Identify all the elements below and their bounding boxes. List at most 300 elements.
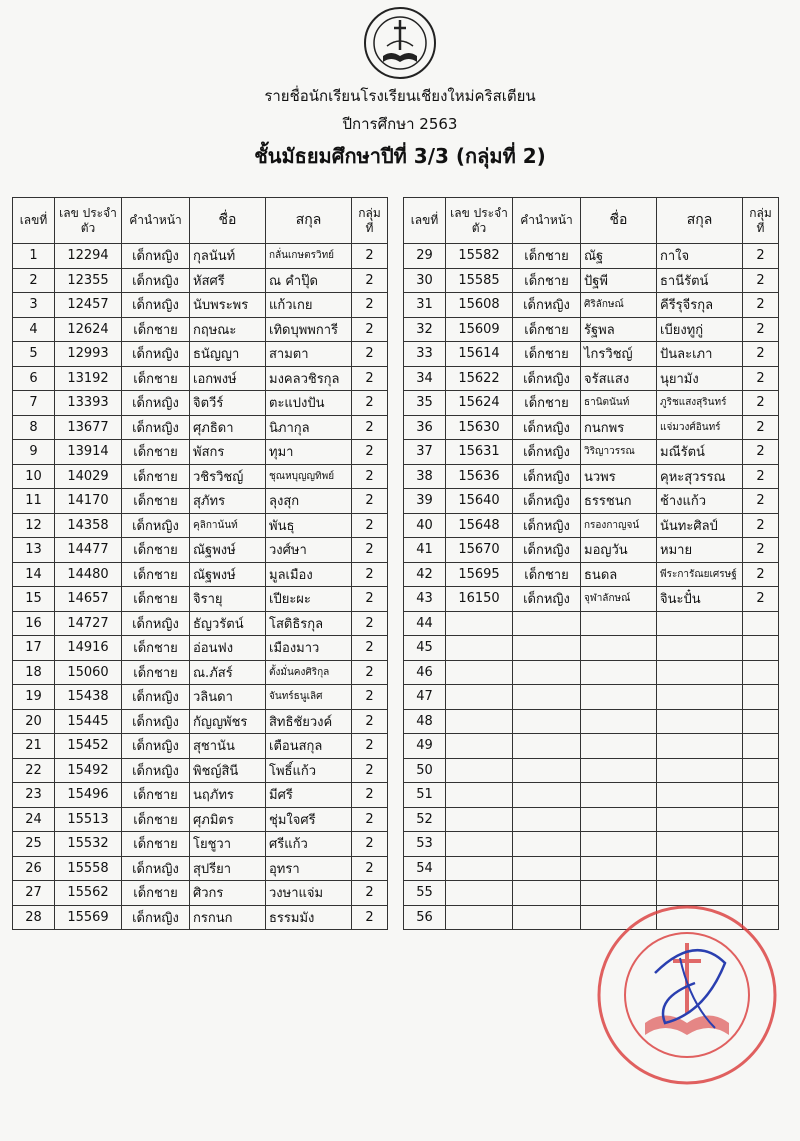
table-row <box>404 685 779 710</box>
cell-group: 2 <box>352 391 388 416</box>
cell-first-name: ณัฐ <box>581 244 657 269</box>
cell-first-name: อ่อนฟง <box>190 636 266 661</box>
cell-first-name: ณ.ภัสร์ <box>190 660 266 685</box>
cell-no: 38 <box>404 464 446 489</box>
cell-no: 8 <box>13 415 55 440</box>
cell-first-name <box>581 856 657 881</box>
cell-prefix: เด็กหญิง <box>122 734 190 759</box>
cell-group <box>743 660 779 685</box>
cell-last-name: ณ คำปุ๊ด <box>266 268 352 293</box>
cell-id <box>446 611 513 636</box>
cell-group: 2 <box>352 587 388 612</box>
cell-group <box>743 709 779 734</box>
cell-group: 2 <box>352 660 388 685</box>
cell-id <box>446 783 513 808</box>
cell-last-name: เมืองมาว <box>266 636 352 661</box>
cell-id: 15562 <box>55 881 122 906</box>
cell-no: 12 <box>13 513 55 538</box>
cell-last-name <box>657 758 743 783</box>
cell-first-name: พัสกร <box>190 440 266 465</box>
cell-last-name: เทิดบุพพการี <box>266 317 352 342</box>
cell-prefix: เด็กชาย <box>513 268 581 293</box>
cell-id: 15609 <box>446 317 513 342</box>
cell-group <box>743 734 779 759</box>
cell-first-name: ณัฐพงษ์ <box>190 538 266 563</box>
cell-group: 2 <box>352 268 388 293</box>
cell-group: 2 <box>352 293 388 318</box>
cell-last-name: ปันละเภา <box>657 342 743 367</box>
cell-prefix: เด็กชาย <box>122 587 190 612</box>
cell-id: 12294 <box>55 244 122 269</box>
table-row <box>13 881 388 906</box>
cell-id: 15558 <box>55 856 122 881</box>
cell-prefix <box>513 856 581 881</box>
table-row <box>404 660 779 685</box>
cell-id: 15532 <box>55 832 122 857</box>
cell-last-name <box>657 856 743 881</box>
cell-id: 15670 <box>446 538 513 563</box>
table-row <box>13 832 388 857</box>
cell-group: 2 <box>352 342 388 367</box>
cell-no: 18 <box>13 660 55 685</box>
cell-prefix: เด็กหญิง <box>513 415 581 440</box>
cell-first-name: กฤษณะ <box>190 317 266 342</box>
cell-group <box>743 856 779 881</box>
table-row <box>404 489 779 514</box>
cell-last-name: วงศ์ษา <box>266 538 352 563</box>
cell-first-name: จรัสแสง <box>581 366 657 391</box>
cell-no: 50 <box>404 758 446 783</box>
table-row <box>13 391 388 416</box>
cell-last-name: เตือนสกุล <box>266 734 352 759</box>
col-last-name: สกุล <box>657 198 743 244</box>
cell-last-name: กาใจ <box>657 244 743 269</box>
cell-prefix: เด็กชาย <box>122 562 190 587</box>
cell-id: 13393 <box>55 391 122 416</box>
cell-no: 11 <box>13 489 55 514</box>
cell-last-name: ช้างแก้ว <box>657 489 743 514</box>
cell-group: 2 <box>352 636 388 661</box>
cell-id: 13677 <box>55 415 122 440</box>
cell-last-name: เปียะผะ <box>266 587 352 612</box>
cell-no: 30 <box>404 268 446 293</box>
cell-first-name: วชิรวิชญ์ <box>190 464 266 489</box>
cell-id: 12457 <box>55 293 122 318</box>
table-row <box>404 832 779 857</box>
cell-no: 16 <box>13 611 55 636</box>
cell-group: 2 <box>743 244 779 269</box>
cell-prefix: เด็กหญิง <box>513 366 581 391</box>
cell-id <box>446 881 513 906</box>
cell-no: 15 <box>13 587 55 612</box>
cell-first-name: คุลิกาน้นท์ <box>190 513 266 538</box>
cell-group: 2 <box>352 489 388 514</box>
table-row <box>13 513 388 538</box>
table-row <box>404 440 779 465</box>
cell-prefix: เด็กหญิง <box>513 440 581 465</box>
table-row <box>13 268 388 293</box>
cell-group: 2 <box>352 317 388 342</box>
table-row <box>13 587 388 612</box>
cell-group: 2 <box>743 464 779 489</box>
cell-prefix: เด็กหญิง <box>513 293 581 318</box>
cell-first-name: กุลนันท์ <box>190 244 266 269</box>
cell-first-name: นวพร <box>581 464 657 489</box>
cell-no: 25 <box>13 832 55 857</box>
cell-prefix: เด็กชาย <box>122 783 190 808</box>
cell-first-name: เอกพงษ์ <box>190 366 266 391</box>
cell-group: 2 <box>352 562 388 587</box>
cell-group: 2 <box>352 464 388 489</box>
cell-prefix: เด็กชาย <box>513 391 581 416</box>
cell-id: 14916 <box>55 636 122 661</box>
cell-last-name: ตั้งมั่นคงศิริกุล <box>266 660 352 685</box>
cell-no: 19 <box>13 685 55 710</box>
cell-id <box>446 685 513 710</box>
cell-last-name: นันทะศิลป์ <box>657 513 743 538</box>
cell-group: 2 <box>352 244 388 269</box>
cell-prefix: เด็กหญิง <box>513 489 581 514</box>
cell-group: 2 <box>743 538 779 563</box>
table-row <box>404 881 779 906</box>
table-row <box>404 415 779 440</box>
cell-first-name: ณัฐพงษ์ <box>190 562 266 587</box>
cell-prefix <box>513 709 581 734</box>
cell-group <box>743 881 779 906</box>
table-row <box>404 317 779 342</box>
cell-group: 2 <box>352 415 388 440</box>
cell-last-name <box>657 685 743 710</box>
cell-last-name <box>657 783 743 808</box>
cell-id <box>446 636 513 661</box>
cell-last-name <box>657 881 743 906</box>
table-row <box>13 415 388 440</box>
cell-id <box>446 832 513 857</box>
cell-last-name: อุทรา <box>266 856 352 881</box>
school-logo <box>363 6 437 80</box>
class-title: ชั้นมัธยมศึกษาปีที่ 3/3 (กลุ่มที่ 2) <box>254 144 546 168</box>
cell-last-name: แก้วเกย <box>266 293 352 318</box>
table-row <box>13 293 388 318</box>
cell-id <box>446 905 513 930</box>
cell-last-name: นิภากุล <box>266 415 352 440</box>
cell-first-name <box>581 807 657 832</box>
cell-first-name: ศิวกร <box>190 881 266 906</box>
cell-first-name: กัญญพัชร <box>190 709 266 734</box>
table-row <box>13 538 388 563</box>
cell-id: 15438 <box>55 685 122 710</box>
cell-no: 46 <box>404 660 446 685</box>
cell-id: 12624 <box>55 317 122 342</box>
cell-last-name: แจ่มวงศ์อินทร์ <box>657 415 743 440</box>
cell-prefix <box>513 881 581 906</box>
cell-group: 2 <box>352 905 388 930</box>
cell-no: 42 <box>404 562 446 587</box>
cell-first-name: กนกพร <box>581 415 657 440</box>
cell-last-name: ธานีรัตน์ <box>657 268 743 293</box>
cell-prefix: เด็กชาย <box>122 464 190 489</box>
cell-first-name: จุฬาลักษณ์ <box>581 587 657 612</box>
cell-first-name: หัสศรี <box>190 268 266 293</box>
cell-group: 2 <box>352 513 388 538</box>
cell-last-name: มีศรี <box>266 783 352 808</box>
cell-id <box>446 856 513 881</box>
cell-prefix <box>513 905 581 930</box>
cell-no: 17 <box>13 636 55 661</box>
cell-id: 15614 <box>446 342 513 367</box>
table-row <box>13 807 388 832</box>
cell-no: 3 <box>13 293 55 318</box>
cell-last-name: กลั่นเกษตรวิทย์ <box>266 244 352 269</box>
col-group: กลุ่ม ที่ <box>352 198 388 244</box>
cell-last-name: มูลเมือง <box>266 562 352 587</box>
cell-id: 15636 <box>446 464 513 489</box>
cell-last-name: พันธุ <box>266 513 352 538</box>
table-row <box>13 660 388 685</box>
cell-last-name: ลุงสุก <box>266 489 352 514</box>
cell-id <box>446 709 513 734</box>
cell-id: 15452 <box>55 734 122 759</box>
cell-first-name <box>581 832 657 857</box>
cell-id: 15608 <box>446 293 513 318</box>
cell-group: 2 <box>352 709 388 734</box>
table-row <box>404 244 779 269</box>
table-row <box>404 268 779 293</box>
cell-prefix: เด็กชาย <box>513 562 581 587</box>
cell-group: 2 <box>743 268 779 293</box>
cell-last-name: โพธิ์แก้ว <box>266 758 352 783</box>
cell-id: 13914 <box>55 440 122 465</box>
cell-prefix: เด็กหญิง <box>122 685 190 710</box>
cell-group: 2 <box>352 881 388 906</box>
cell-id: 15631 <box>446 440 513 465</box>
cell-id: 15624 <box>446 391 513 416</box>
cell-group: 2 <box>743 415 779 440</box>
cell-group: 2 <box>352 783 388 808</box>
cell-group <box>743 685 779 710</box>
cell-id <box>446 660 513 685</box>
cell-first-name: ศุภธิดา <box>190 415 266 440</box>
cell-first-name: ไกรวิชญ์ <box>581 342 657 367</box>
cell-group: 2 <box>743 587 779 612</box>
cell-group: 2 <box>352 366 388 391</box>
cell-first-name: พิชญ์สินี <box>190 758 266 783</box>
cell-prefix: เด็กหญิง <box>122 415 190 440</box>
cell-no: 48 <box>404 709 446 734</box>
table-header-row <box>404 198 779 244</box>
cell-id: 14657 <box>55 587 122 612</box>
cell-prefix <box>513 611 581 636</box>
table-row <box>404 856 779 881</box>
table-row <box>13 317 388 342</box>
col-no: เลขที่ <box>404 198 446 244</box>
table-row <box>404 783 779 808</box>
cell-first-name: ธานิตนันท์ <box>581 391 657 416</box>
col-prefix: คำนำหน้า <box>122 198 190 244</box>
school-seal-stamp <box>595 903 780 1088</box>
col-first-name: ชื่อ <box>190 198 266 244</box>
cell-group: 2 <box>352 758 388 783</box>
cell-prefix: เด็กหญิง <box>122 611 190 636</box>
cell-first-name: มอญวัน <box>581 538 657 563</box>
cell-last-name: สิทธิชัยวงค์ <box>266 709 352 734</box>
cell-id: 15648 <box>446 513 513 538</box>
cell-prefix: เด็กหญิง <box>513 513 581 538</box>
cell-id: 14358 <box>55 513 122 538</box>
table-row <box>404 366 779 391</box>
cell-last-name: จันทร์ธนูเลิศ <box>266 685 352 710</box>
cell-group <box>743 832 779 857</box>
cell-first-name: กรองกาญจน์ <box>581 513 657 538</box>
cell-no: 52 <box>404 807 446 832</box>
cell-first-name: จิตวีร์ <box>190 391 266 416</box>
cell-first-name: นับพระพร <box>190 293 266 318</box>
cell-prefix: เด็กชาย <box>122 832 190 857</box>
table-row <box>13 440 388 465</box>
cell-first-name: ศุภมิตร <box>190 807 266 832</box>
cell-no: 31 <box>404 293 446 318</box>
cell-no: 27 <box>13 881 55 906</box>
cell-last-name: โสติธิรกุล <box>266 611 352 636</box>
cell-prefix: เด็กหญิง <box>513 538 581 563</box>
cell-group: 2 <box>743 391 779 416</box>
cell-last-name: มงคลวชิรกุล <box>266 366 352 391</box>
cell-no: 32 <box>404 317 446 342</box>
cell-id: 14477 <box>55 538 122 563</box>
cell-last-name <box>657 807 743 832</box>
table-header-row <box>13 198 388 244</box>
cell-last-name <box>657 709 743 734</box>
table-row <box>404 709 779 734</box>
cell-prefix: เด็กหญิง <box>122 342 190 367</box>
cell-group: 2 <box>743 513 779 538</box>
cell-last-name: คีรีรุจีรกุล <box>657 293 743 318</box>
cell-group <box>743 758 779 783</box>
cell-first-name: โยชูวา <box>190 832 266 857</box>
cell-no: 9 <box>13 440 55 465</box>
cell-first-name: ธนัญญา <box>190 342 266 367</box>
title-line-2: ปีการศึกษา 2563 <box>342 115 458 133</box>
cell-prefix <box>513 807 581 832</box>
cell-last-name: นุยามัง <box>657 366 743 391</box>
cell-last-name: มณีรัตน์ <box>657 440 743 465</box>
table-row <box>13 636 388 661</box>
cell-first-name: รัฐพล <box>581 317 657 342</box>
cell-no: 21 <box>13 734 55 759</box>
cell-first-name <box>581 881 657 906</box>
cell-id: 14727 <box>55 611 122 636</box>
cell-group: 2 <box>352 538 388 563</box>
cell-first-name <box>581 685 657 710</box>
cell-no: 1 <box>13 244 55 269</box>
cell-no: 47 <box>404 685 446 710</box>
cell-group: 2 <box>352 832 388 857</box>
cell-id: 15622 <box>446 366 513 391</box>
cell-no: 39 <box>404 489 446 514</box>
cell-group <box>743 783 779 808</box>
cell-group: 2 <box>352 685 388 710</box>
cell-no: 37 <box>404 440 446 465</box>
cell-no: 6 <box>13 366 55 391</box>
cell-prefix <box>513 758 581 783</box>
col-no: เลขที่ <box>13 198 55 244</box>
cell-id: 14480 <box>55 562 122 587</box>
table-row <box>404 562 779 587</box>
cell-first-name <box>581 636 657 661</box>
cell-last-name: จินะปั๋น <box>657 587 743 612</box>
cell-prefix: เด็กชาย <box>513 317 581 342</box>
cell-last-name: ชุ่มใจศรี <box>266 807 352 832</box>
cell-no: 20 <box>13 709 55 734</box>
cell-prefix: เด็กชาย <box>122 636 190 661</box>
cell-no: 4 <box>13 317 55 342</box>
cell-first-name <box>581 758 657 783</box>
cell-id <box>446 734 513 759</box>
cell-id: 15585 <box>446 268 513 293</box>
cell-no: 44 <box>404 611 446 636</box>
cell-prefix <box>513 783 581 808</box>
table-row <box>13 464 388 489</box>
cell-last-name: ตะแปงปัน <box>266 391 352 416</box>
cell-group: 2 <box>743 366 779 391</box>
cell-prefix: เด็กหญิง <box>513 464 581 489</box>
cell-prefix: เด็กหญิง <box>122 758 190 783</box>
cell-first-name: จิรายุ <box>190 587 266 612</box>
cell-last-name: ธรรมมัง <box>266 905 352 930</box>
cell-prefix: เด็กชาย <box>122 440 190 465</box>
cell-group <box>743 636 779 661</box>
cell-no: 41 <box>404 538 446 563</box>
cell-id: 15569 <box>55 905 122 930</box>
cell-no: 24 <box>13 807 55 832</box>
cell-no: 56 <box>404 905 446 930</box>
cell-last-name <box>657 734 743 759</box>
cell-no: 34 <box>404 366 446 391</box>
cell-id: 14170 <box>55 489 122 514</box>
title-line-1: รายชื่อนักเรียนโรงเรียนเชียงใหม่คริสเตียน <box>264 87 536 105</box>
table-row <box>404 464 779 489</box>
cell-no: 26 <box>13 856 55 881</box>
col-id: เลข ประจำตัว <box>446 198 513 244</box>
cell-group: 2 <box>352 807 388 832</box>
table-row <box>13 856 388 881</box>
cell-no: 43 <box>404 587 446 612</box>
cell-no: 35 <box>404 391 446 416</box>
student-table-left <box>12 197 388 930</box>
cell-prefix <box>513 685 581 710</box>
cell-prefix: เด็กหญิง <box>122 293 190 318</box>
cell-no: 54 <box>404 856 446 881</box>
cell-id: 15640 <box>446 489 513 514</box>
cell-first-name: ศิริลักษณ์ <box>581 293 657 318</box>
cell-last-name: เบียงทูกู่ <box>657 317 743 342</box>
table-row <box>13 489 388 514</box>
cell-group: 2 <box>352 611 388 636</box>
cell-first-name: ธัญวรัตน์ <box>190 611 266 636</box>
table-row <box>404 587 779 612</box>
cell-prefix: เด็กชาย <box>122 317 190 342</box>
table-row <box>13 783 388 808</box>
cell-no: 49 <box>404 734 446 759</box>
cell-prefix <box>513 832 581 857</box>
cell-first-name <box>581 734 657 759</box>
cell-group: 2 <box>743 317 779 342</box>
cell-prefix: เด็กชาย <box>513 244 581 269</box>
cell-last-name: พีระการัณยเศรษฐ์ <box>657 562 743 587</box>
cell-no: 10 <box>13 464 55 489</box>
cell-group <box>743 807 779 832</box>
cell-group <box>743 611 779 636</box>
